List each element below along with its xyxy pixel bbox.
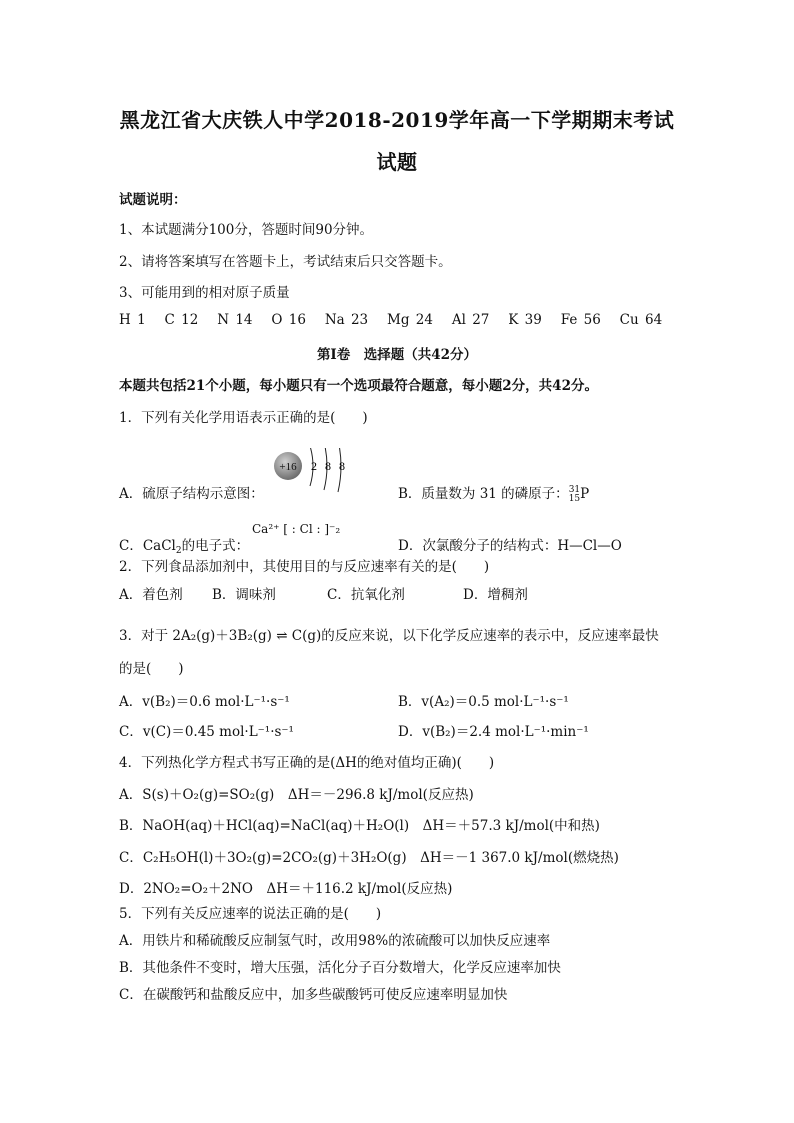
- q2-option: C．抗氧化剂: [327, 587, 405, 603]
- atomic-mass: Mg 24: [387, 312, 433, 328]
- question-1-stem: 1．下列有关化学用语表示正确的是( ): [119, 410, 368, 426]
- section-instructions: 本题共包括21个小题，每小题只有一个选项最符合题意，每小题2分，共42分。: [119, 378, 598, 394]
- note-item: 1、本试题满分100分，答题时间90分钟。: [119, 222, 374, 238]
- isotope-numbers: [569, 486, 580, 504]
- q1-option-b-text: B．质量数为 31 的磷原子：: [398, 486, 569, 502]
- question-4-stem: 4．下列热化学方程式书写正确的是(ΔH的绝对值均正确)( ): [119, 755, 495, 771]
- section-title: 第Ⅰ卷 选择题（共42分）: [316, 347, 478, 363]
- note-item: 2、请将答案填写在答题卡上，考试结束后只交答题卡。: [119, 254, 452, 270]
- exam-title: 黑龙江省大庆铁人中学2018-2019学年高一下学期期末考试: [119, 108, 675, 132]
- atomic-mass: Fe 56: [560, 312, 601, 328]
- q1-option-c-subscript: 2: [175, 546, 182, 556]
- q2-option: B．调味剂: [212, 587, 276, 603]
- mass-number: 31: [568, 484, 581, 495]
- q5-option-a: A．用铁片和稀硫酸反应制氢气时，改用98%的浓硫酸可以加快反应速率: [119, 933, 551, 949]
- q2-option: D．增稠剂: [463, 587, 528, 603]
- atomic-number: 15: [568, 493, 581, 504]
- atomic-mass-list: [119, 312, 662, 328]
- element-symbol: P: [580, 486, 590, 502]
- question-2-stem: 2．下列食品添加剂中，其使用目的与反应速率有关的是( ): [119, 559, 490, 575]
- question-3-stem-cont: 的是( ): [119, 661, 184, 677]
- q4-option-b: B．NaOH(aq)＋HCl(aq)=NaCl(aq)＋H₂O(l) ΔH＝＋57.3 kJ/mol(中和热): [119, 818, 600, 834]
- q4-option-c: C．C₂H₅OH(l)＋3O₂(g)=2CO₂(g)＋3H₂O(g) ΔH＝－1 367.0 kJ/mol(燃烧热): [119, 850, 619, 866]
- shell-electron-count: 8: [339, 459, 345, 473]
- atomic-mass: Cu 64: [619, 312, 663, 328]
- atomic-mass: Al 27: [451, 312, 490, 328]
- q1-option-d: D．次氯酸分子的结构式：H—Cl—O: [398, 538, 622, 554]
- q4-option-a: A．S(s)＋O₂(g)=SO₂(g) ΔH＝－296.8 kJ/mol(反应热): [119, 787, 474, 803]
- atomic-mass: H 1: [119, 312, 146, 328]
- question-5-stem: 5．下列有关反应速率的说法正确的是( ): [119, 906, 382, 922]
- q3-option-b: B．v(A₂)＝0.5 mol·L⁻¹·s⁻¹: [398, 694, 569, 710]
- q1-option-c: [119, 534, 249, 556]
- atomic-mass: K 39: [508, 312, 542, 328]
- shell-electron-count: 2: [311, 459, 317, 473]
- question-3-stem: 3．对于 2A₂(g)＋3B₂(g) ⇌ C(g)的反应来说，以下化学反应速率的表示中，反应速率最快: [119, 628, 659, 644]
- nucleus-label: +16: [279, 461, 297, 473]
- q2-options: [119, 583, 528, 603]
- q1-option-c-suffix: 的电子式：: [181, 538, 250, 554]
- q4-option-d: D．2NO₂=O₂＋2NO ΔH＝＋116.2 kJ/mol(反应热): [119, 881, 453, 897]
- q1-option-b: [398, 482, 589, 504]
- atomic-mass: C 12: [164, 312, 199, 328]
- shell-electron-count: 8: [325, 459, 331, 473]
- q5-option-b: B．其他条件不变时，增大压强，活化分子百分数增大，化学反应速率加快: [119, 960, 561, 976]
- q5-option-c: C．在碳酸钙和盐酸反应中，加多些碳酸钙可使反应速率明显加快: [119, 987, 508, 1003]
- cacl2-electron-formula: Ca²⁺ [ : Cl : ]⁻₂: [252, 522, 341, 536]
- q3-option-c: C．v(C)＝0.45 mol·L⁻¹·s⁻¹: [119, 724, 294, 740]
- atomic-mass: O 16: [271, 312, 306, 328]
- q3-option-a: A．v(B₂)＝0.6 mol·L⁻¹·s⁻¹: [119, 694, 290, 710]
- notes-heading: 试题说明：: [119, 192, 187, 208]
- atomic-mass: N 14: [217, 312, 253, 328]
- q1-option-a: A．硫原子结构示意图：: [119, 486, 264, 502]
- atomic-mass: Na 23: [324, 312, 369, 328]
- note-item: 3、可能用到的相对原子质量: [119, 285, 290, 301]
- q1-option-c-prefix: C．CaCl: [119, 538, 176, 554]
- exam-title-line2: 试题: [376, 150, 418, 174]
- q3-option-d: D．v(B₂)＝2.4 mol·L⁻¹·min⁻¹: [398, 724, 589, 740]
- q2-option: A．着色剂: [119, 587, 183, 603]
